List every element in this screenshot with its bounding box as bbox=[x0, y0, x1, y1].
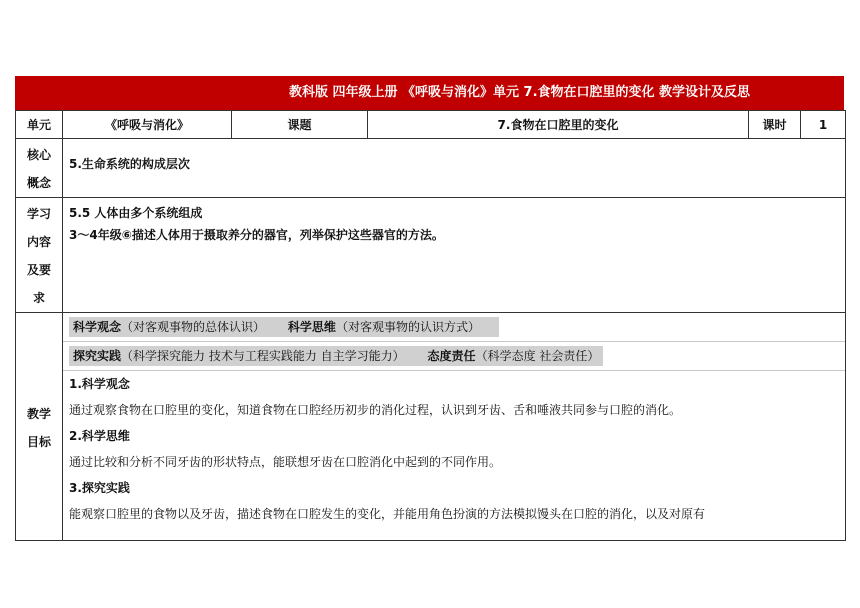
topic-label: 课题 bbox=[232, 111, 368, 139]
learning-label-line4: 求 bbox=[32, 291, 45, 305]
learning-content-row bbox=[16, 198, 846, 313]
tag-science-concept: 科学观念 bbox=[73, 320, 122, 334]
document-title: 教科版 四年级上册 《呼吸与消化》单元 7.食物在口腔里的变化 教学设计及反思 bbox=[288, 85, 751, 100]
goal-category-line-2 bbox=[63, 342, 845, 371]
tag-attitude-responsibility: 态度责任 bbox=[427, 349, 476, 363]
goal-category-line-1 bbox=[63, 313, 845, 342]
goal-heading-2: 2.科学思维 bbox=[69, 429, 130, 443]
goal-heading-3: 3.探究实践 bbox=[69, 481, 130, 495]
goal-heading-1: 1.科学观念 bbox=[69, 377, 130, 391]
tag-science-concept-desc: （对客观事物的总体认识） bbox=[121, 320, 266, 334]
learning-label-line1: 学习 bbox=[26, 207, 51, 221]
goal-paragraph-1: 通过观察食物在口腔里的变化，知道食物在口腔经历初步的消化过程，认识到牙齿、舌和唾液共同参与口腔的消化。 bbox=[69, 403, 682, 417]
unit-label: 单元 bbox=[16, 111, 63, 139]
goal-tags-1 bbox=[69, 317, 499, 337]
learning-label-line3: 及要 bbox=[26, 263, 51, 277]
hours-value: 1 bbox=[801, 111, 846, 139]
learning-label-line2: 内容 bbox=[26, 235, 51, 249]
goal-paragraph-3: 能观察口腔里的食物以及牙齿，描述食物在口腔发生的变化，并能用角色扮演的方法模拟馒头在口腔的消化，以及对原有 bbox=[69, 507, 706, 521]
core-label-line2: 概念 bbox=[26, 176, 51, 190]
learning-line1: 5.5 人体由多个系统组成 bbox=[69, 206, 203, 220]
hours-label: 课时 bbox=[749, 111, 801, 139]
core-concept-row bbox=[16, 139, 846, 198]
goals-label-line1: 教学 bbox=[26, 406, 51, 421]
goal-paragraph-2: 通过比较和分析不同牙齿的形状特点，能联想牙齿在口腔消化中起到的不同作用。 bbox=[69, 455, 502, 469]
core-concept-label bbox=[16, 139, 63, 198]
teaching-goals-label bbox=[16, 313, 63, 541]
tag-inquiry-practice: 探究实践 bbox=[73, 349, 122, 363]
tag-science-thinking-desc: （对客观事物的认识方式） bbox=[335, 320, 480, 334]
goal-tags-2 bbox=[69, 346, 603, 366]
unit-value: 《呼吸与消化》 bbox=[63, 111, 232, 139]
info-row bbox=[16, 111, 846, 139]
goals-label-line2: 目标 bbox=[26, 434, 51, 449]
lesson-plan-table bbox=[15, 110, 846, 541]
core-label-line1: 核心 bbox=[26, 148, 51, 162]
learning-content-label bbox=[16, 198, 63, 313]
document-title-bar bbox=[15, 76, 844, 110]
learning-content-text bbox=[63, 198, 846, 313]
tag-inquiry-practice-desc: （科学探究能力 技术与工程实践能力 自主学习能力） bbox=[121, 349, 405, 363]
core-concept-text: 5.生命系统的构成层次 bbox=[63, 139, 846, 198]
tag-science-thinking: 科学思维 bbox=[287, 320, 336, 334]
teaching-goals-content bbox=[63, 313, 846, 541]
tag-attitude-responsibility-desc: （科学态度 社会责任） bbox=[475, 349, 600, 363]
teaching-goals-row bbox=[16, 313, 846, 541]
learning-line2: 3～4年级⑥描述人体用于摄取养分的器官，列举保护这些器官的方法。 bbox=[69, 228, 444, 242]
topic-value: 7.食物在口腔里的变化 bbox=[368, 111, 749, 139]
